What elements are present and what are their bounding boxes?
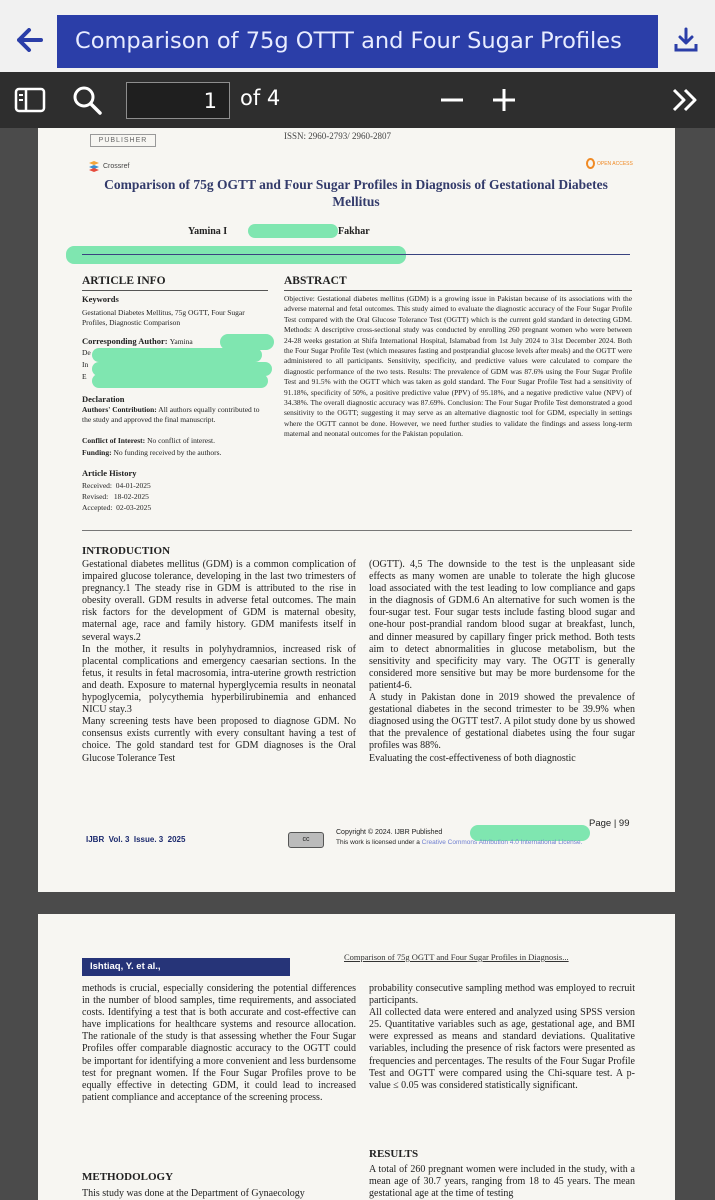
download-button[interactable] [668,22,704,58]
footer-license [336,839,582,846]
intro-title: INTRODUCTION [82,545,171,557]
conflict-text: No conflict of interest. [147,436,215,445]
title-bar [0,0,715,72]
plus-icon [490,86,518,114]
pdf-page-2 [38,914,675,1200]
article-info-rule [82,290,268,291]
running-title: Comparison of 75g OGTT and Four Sugar Profiles in Diagnosis... [344,952,569,962]
footer-copyright: Copyright © 2024. IJBR Published [336,829,443,836]
abstract-rule [284,290,632,291]
authors-tail: Fakhar [338,226,370,237]
minus-icon [438,86,466,114]
crossref-logo [88,160,129,172]
issn: ISSN: 2960-2793/ 2960-2807 [284,131,392,141]
search-icon [71,84,103,116]
zoom-out-button[interactable] [438,86,466,114]
abstract-text: Objective: Gestational diabetes mellitus (GDM) is a growing issue in Pakistan because of its associations with the adverse maternal and fetal outcomes. This study aimed to evaluate the diagnostic accuracy of the Four Sugar Profile Test compared with the Oral Glucose Tolerance Test (OGTT) which is the current gold standard in detecting GDM. Methods: A descriptive cross-sectional study was conducted by enrolling 260 pregnant women who were between 24-28 weeks gestation at Shifa International Hospital, Islamabad from 1st July 2024 to 31st December 2024. Both the Four Sugar Profile Test (which measures fasting and postprandial glucose levels after meals) and the OGTT were administered to all participants. Sensitivity, specificity, and predictive values were calculated to compare the diagnostic performance of the two tests. Results: The prevalence of GDM was 87.6% using the Four Sugar Profile Test and 91.5% with the OGTT which was taken as gold standard. The Four Sugar Profile Test had a sensitivity of 91.18%, specificity of 50%, a positive predictive value (PPV) of 95.18%, and a negative predictive value (NPV) of 34.38%. The overall diagnostic accuracy was 87.69%. Conclusion: The Four Sugar Profile Test demonstrated a good sensitivity to the OGTT; suggesting it may serve as an alternative diagnostic tool for GDM, especially in settings where the OGTT cannot be done. However, we need further studies to validate the findings and assess long-term maternal and neonatal outcomes for the Pakistan population. [284,294,632,439]
open-access-icon [586,158,595,169]
declaration-label: Declaration [82,394,125,404]
corresponding-name: Yamina [169,337,193,346]
zoom-in-button[interactable] [490,86,518,114]
page2-right-text: probability consecutive sampling method was employed to recruit participants. All collected data were entered and analyzed using SPSS version 25. Quantitative variables such as age, gestational age, and BMI were expressed as means and standard deviations. Qualitative variables, including the presence of risk factors were presented as frequencies and percentages. The results of the Four Sugar Profile Test and OGTT were compared using the Chi-square test. A p-value ≤ 0.05 was considered statistically significant. [369,983,635,1091]
keywords-label: Keywords [82,294,119,304]
authors-line [188,226,227,237]
corr-email: E [82,372,87,381]
sidebar-toggle-icon [14,86,46,114]
open-access-text: OPEN ACCESS [597,160,633,167]
crossref-icon [88,160,100,172]
license-link[interactable]: Creative Commons Attribution 4.0 International License. [421,839,583,846]
divider-line [82,254,630,255]
crossref-text: Crossref [103,162,130,170]
back-arrow-icon [17,28,43,52]
corresponding-label [82,336,193,346]
open-access-badge [586,158,633,169]
accepted-date: Accepted: 02-03-2025 [82,503,152,512]
corresponding-heading: Corresponding Author: [82,336,168,346]
license-prefix: This work is licensed under a [336,839,420,846]
contribution-label: Authors' Contribution: [82,405,157,414]
sidebar-toggle-button[interactable] [14,86,46,114]
corr-inst: In [82,360,89,369]
page2-left-text: methods is crucial, especially considering the potential differences in the number of blood samples, time requirements, and associated costs. Identifying a test that is both accurate and cost-effective can have implications for healthcare systems and resource allocation. The rationale of the study is that assessing whether the Four Sugar Profiles offer comparable diagnostic accuracy to the OGTT could be important for identifying a more convenient and less burdensome test for pregnant women. If the Four Sugar Profiles prove to be equally effective in detecting GDM, it could lead to increased patient compliance and acceptance of the screening process. [82,983,356,1103]
pdf-page-1 [38,128,675,892]
redaction-highlight [92,348,262,362]
funding-text: No funding received by the authors. [113,448,222,457]
running-author: Ishtiaq, Y. et al., [82,958,290,976]
download-icon [673,27,699,53]
abstract-title: ABSTRACT [284,275,347,287]
contribution [82,405,268,425]
intro-right-text: (OGTT). 4,5 The downside to the test is the unpleasant side effects as many women are unable to tolerate the high glucose load associated with the test leading to low compliance and gaps in the diagnosis of GDM.6 An alternative for such women is the four-sugar test. Four sugar tests include fasting blood sugar and one-hour post-prandial random blood sugar at breakfast, lunch, and dinner measured by capillary finger prick method. Both tests aim to detect abnormalities in glucose metabolism, but the sensitivity and specificity may vary. The OGTT is generally considered more sensitive but may be more burdensome for the patient4-6. A study in Pakistan done in 2019 showed the prevalence of gestational diabetes in the second trimester to be 39.9% when diagnosed using the OGTT test7. A pilot study done by us showed that the prevalence of gestational diabetes using the four sugar profiles was 88%. Evaluating the cost-effectiveness of both diagnostic [369,559,635,764]
pdf-toolbar [0,72,715,128]
conflict [82,436,268,445]
cc-license-badge: cc [288,832,324,848]
publisher-label: PUBLISHER [90,134,156,147]
redaction-highlight [248,224,338,238]
search-button[interactable] [71,84,103,116]
results-text: A total of 260 pregnant women were included in the study, with a mean age of 30.7 years, ranging from 18 to 45 years. The mean gestational age at the time of testing [369,1164,635,1200]
intro-left-text: Gestational diabetes mellitus (GDM) is a common complication of impaired glucose tolerance, developing in the last two trimesters of pregnancy.1 The steady rise in GDM is attributed to the rise in obesity overall. GDM results in adverse fetal outcomes. The main risk factors for the development of GDM is maternal obesity, maternal age, race and family history. GDM manifests itself in several ways.2 In the mother, it results in polyhydramnios, increased risk of placental complications and emergency caesarian sections. In the fetus, it results in fetal macrosomia, intra-uterine growth restriction and death. Exposure to maternal hyperglycemia results in neonatal hypoglycemia, polycythemia hyperbilirubinemia and enhanced NICU stay.3 Many screening tests have been proposed to diagnose GDM. No consensus exists currently with every consultant having a test of choice. The gold standard test for GDM diagnoses is the Oral Glucose Tolerance Test [82,559,356,764]
funding [82,448,268,457]
received-date: Received: 04-01-2025 [82,481,151,490]
redaction-highlight [92,374,268,388]
page-total-label: of 4 [240,86,281,110]
funding-label: Funding: [82,448,112,457]
author-name: Yamina I [188,226,228,237]
document-title: Comparison of 75g OTTT and Four Sugar Profiles [57,15,658,68]
results-title: RESULTS [369,1148,419,1160]
corr-dept: De [82,348,91,357]
revised-date: Revised: 18-02-2025 [82,492,149,501]
article-info-title: ARTICLE INFO [82,275,166,287]
abstract-bottom-rule [82,530,632,531]
back-button[interactable] [12,22,48,58]
document-viewer[interactable] [0,128,715,1200]
page-number: Page | 99 [589,818,630,829]
conflict-label: Conflict of Interest: [82,436,146,445]
methodology-text: This study was done at the Department of Gynaecology [82,1188,305,1199]
footer-journal: IJBR Vol. 3 Issue. 3 2025 [86,835,186,844]
contribution-text: All authors equally contributed to the study and approved the final manuscript. [82,405,260,424]
redaction-highlight [66,246,406,264]
double-chevron-right-icon [670,86,700,114]
paper-title: Comparison of 75g OGTT and Four Sugar Profiles in Diagnosis of Gestational Diabetes Mellitus [104,177,608,209]
keywords-text: Gestational Diabetes Mellitus, 75g OGTT, Four Sugar Profiles, Diagnostic Comparison [82,308,245,327]
history-label: Article History [82,468,137,478]
more-tools-button[interactable] [670,86,700,114]
page-number-input[interactable] [126,82,230,119]
methodology-title: METHODOLOGY [82,1171,174,1183]
